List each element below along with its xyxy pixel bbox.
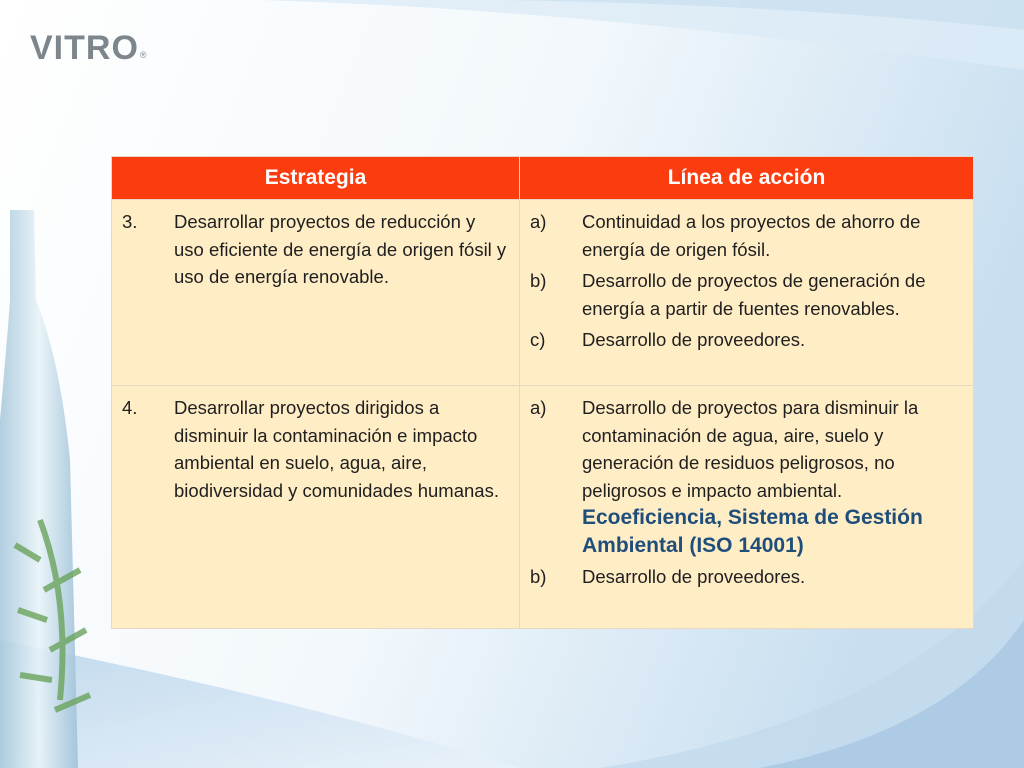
action-marker: b) bbox=[530, 270, 547, 291]
action-item bbox=[530, 326, 963, 354]
action-text: Desarrollo de proyectos para disminuir la contaminación de agua, aire, suelo y generación de residuos peligrosos, no peligrosos e impacto ambiental. bbox=[582, 397, 919, 501]
strategy-text: Desarrollar proyectos dirigidos a disminuir la contaminación e impacto ambiental en suelo, agua, aire, biodiversidad y comunidades humanas. bbox=[174, 397, 499, 501]
action-item bbox=[530, 267, 963, 322]
strategy-cell bbox=[112, 386, 520, 629]
action-marker: a) bbox=[530, 211, 547, 232]
logo-text: VITRO bbox=[30, 29, 139, 67]
strategy-item bbox=[122, 208, 509, 291]
strategy-item bbox=[122, 394, 509, 504]
vitro-logo bbox=[30, 30, 147, 66]
action-text: Continuidad a los proyectos de ahorro de energía de origen fósil. bbox=[582, 211, 921, 260]
header-action-line: Línea de acción bbox=[520, 157, 974, 200]
action-marker: a) bbox=[530, 397, 547, 418]
action-text: Desarrollo de proveedores. bbox=[582, 329, 806, 350]
table-row bbox=[112, 386, 974, 629]
strategy-number: 4. bbox=[122, 397, 138, 418]
action-item bbox=[530, 208, 963, 263]
strategy-table bbox=[111, 156, 974, 629]
logo-registered-mark: ® bbox=[139, 50, 147, 60]
action-cell bbox=[520, 386, 974, 629]
action-item bbox=[530, 563, 963, 591]
header-strategy: Estrategia bbox=[112, 157, 520, 200]
highlight-text: Ecoeficiencia, Sistema de Gestión Ambiental (ISO 14001) bbox=[582, 506, 923, 557]
action-cell bbox=[520, 200, 974, 386]
action-marker: c) bbox=[530, 329, 546, 350]
action-text-with-highlight bbox=[582, 394, 963, 559]
table-row bbox=[112, 200, 974, 386]
action-text: Desarrollo de proyectos de generación de energía a partir de fuentes renovables. bbox=[582, 270, 926, 319]
action-text: Desarrollo de proveedores. bbox=[582, 566, 806, 587]
action-marker: b) bbox=[530, 566, 547, 587]
strategy-cell bbox=[112, 200, 520, 386]
table-header-row bbox=[112, 157, 974, 200]
strategy-number: 3. bbox=[122, 211, 138, 232]
action-item bbox=[530, 394, 963, 559]
strategy-text: Desarrollar proyectos de reducción y uso eficiente de energía de origen fósil y uso de energía renovable. bbox=[174, 211, 507, 287]
